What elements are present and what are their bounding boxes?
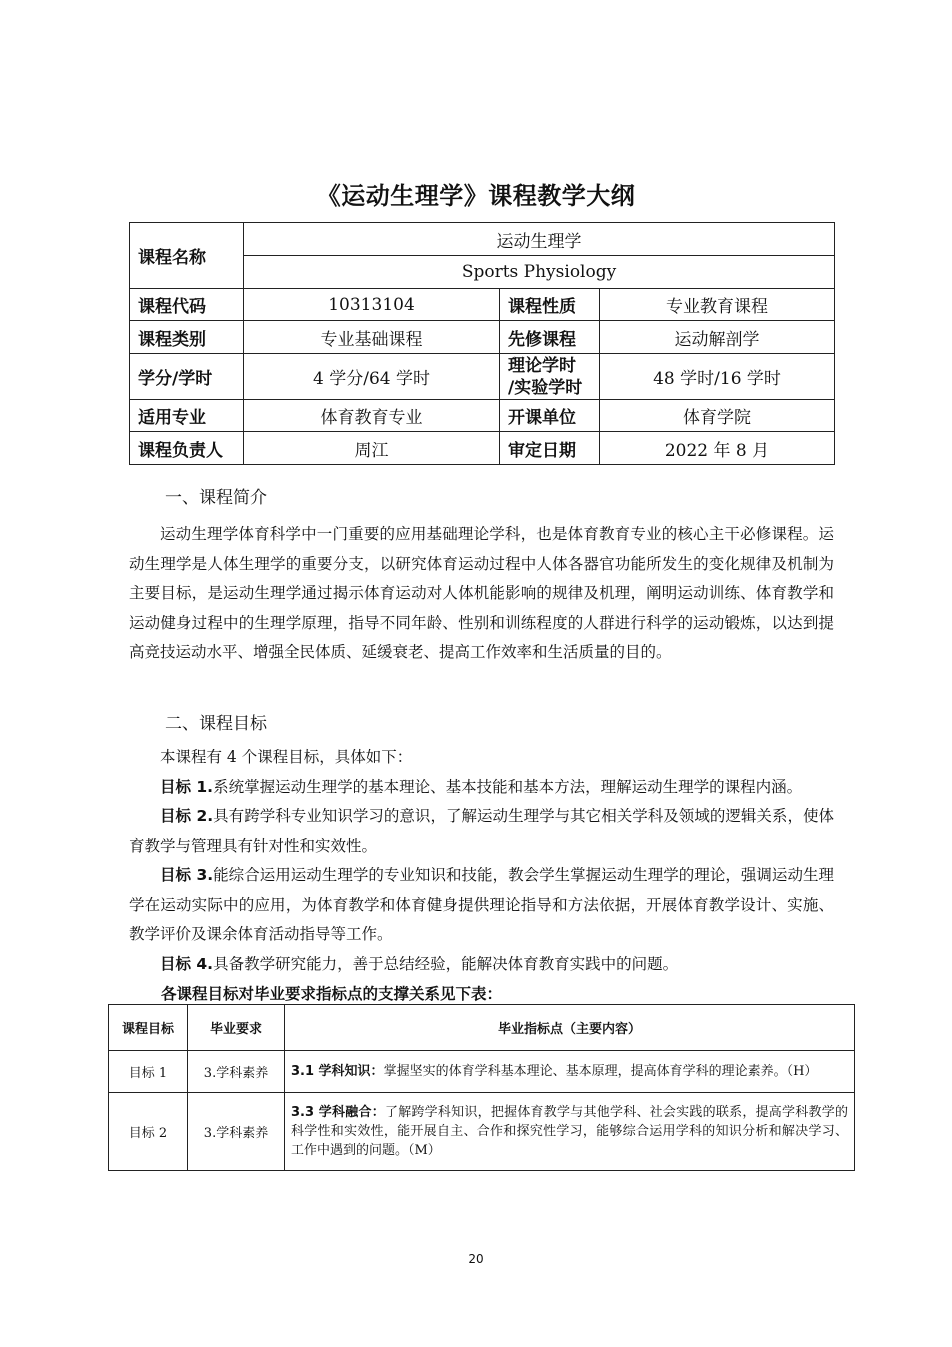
- major: 体育教育专业: [244, 400, 500, 432]
- goal-1-text: 系统掌握运动生理学的基本理论、基本技能和基本方法，理解运动生理学的课程内涵。: [213, 777, 803, 796]
- course-category: 专业基础课程: [244, 321, 500, 354]
- page-number: 20: [468, 1252, 484, 1266]
- page-title: 《运动生理学》课程教学大纲: [316, 182, 636, 210]
- unit-label: 开课单位: [500, 400, 600, 432]
- goal-3-text: 能综合运用运动生理学的专业知识和技能，教会学生掌握运动生理学的理论，强调运动生理学在运动实际中的应用，为体育教学和体育健身提供理论指导和方法依据，开展体育教学设计、实施、教学评价及课余体育活动指导等工作。: [129, 866, 834, 943]
- theory-label-line1: 理论学时: [508, 355, 576, 376]
- course-code-label: 课程代码: [130, 289, 244, 321]
- row-goal: 目标 2: [109, 1093, 188, 1171]
- header-indicator: 毕业指标点（主要内容）: [285, 1005, 855, 1051]
- section2-body: [129, 743, 834, 979]
- indicator-label: 3.3 学科融合：: [291, 1105, 385, 1120]
- table-row: [109, 1051, 855, 1093]
- header-requirement: 毕业要求: [188, 1005, 285, 1051]
- prereq: 运动解剖学: [600, 321, 835, 354]
- row-goal: 目标 1: [109, 1051, 188, 1093]
- course-name-label: 课程名称: [130, 223, 244, 289]
- indicator-label: 3.1 学科知识：: [291, 1064, 384, 1079]
- credit: 4 学分/64 学时: [244, 354, 500, 400]
- goal-2: [129, 802, 834, 861]
- date-label: 审定日期: [500, 432, 600, 465]
- course-info-table: [129, 222, 835, 465]
- goal-2-text: 具有跨学科专业知识学习的意识，了解运动生理学与其它相关学科及领域的逻辑关系，使体育教学与管理具有针对性和实效性。: [129, 807, 834, 855]
- goal-4: [129, 950, 834, 980]
- support-table: [108, 1004, 855, 1171]
- support-table-caption: 各课程目标对毕业要求指标点的支撑关系见下表：: [161, 985, 503, 1003]
- course-intro-paragraph: 运动生理学体育科学中一门重要的应用基础理论学科，也是体育教育专业的核心主干必修课程。运动生理学是人体生理学的重要分支，以研究体育运动过程中人体各器官功能所发生的变化规律及机制为主要目标，是运动生理学通过揭示体育运动对人体机能影响的规律及机理，阐明运动训练、体育教学和运动健身过程中的生理学原理，指导不同年龄、性别和训练程度的人群进行科学的运动锻炼，以达到提高竞技运动水平、增强全民体质、延缓衰老、提高工作效率和生活质量的目的。: [129, 525, 834, 661]
- goal-1: [129, 773, 834, 803]
- goals-intro: 本课程有 4 个课程目标，具体如下：: [160, 748, 413, 766]
- theory-hours: 48 学时/16 学时: [600, 354, 835, 400]
- owner: 周江: [244, 432, 500, 465]
- row-indicator: [285, 1051, 855, 1093]
- course-nature: 专业教育课程: [600, 289, 835, 321]
- table-row: [109, 1093, 855, 1171]
- course-category-label: 课程类别: [130, 321, 244, 354]
- goal-3-label: 目标 3.: [160, 866, 214, 884]
- theory-label: [500, 354, 600, 400]
- goal-3: [129, 861, 834, 950]
- theory-label-line2: /实验学时: [508, 377, 583, 398]
- course-nature-label: 课程性质: [500, 289, 600, 321]
- owner-label: 课程负责人: [130, 432, 244, 465]
- row-requirement: 3.学科素养: [188, 1051, 285, 1093]
- major-label: 适用专业: [130, 400, 244, 432]
- course-name-en: Sports Physiology: [244, 256, 835, 289]
- approval-date: 2022 年 8 月: [600, 432, 835, 465]
- goal-4-text: 具备教学研究能力，善于总结经验，能解决体育教育实践中的问题。: [213, 954, 679, 973]
- course-name-cn: 运动生理学: [244, 223, 835, 256]
- section1-body: [129, 520, 834, 668]
- goal-4-label: 目标 4.: [160, 954, 214, 973]
- section1-heading: 一、课程简介: [165, 488, 267, 508]
- indicator-text: 掌握坚实的体育学科基本理论、基本原理，提高体育学科的理论素养。（H）: [383, 1064, 818, 1079]
- credit-label: 学分/学时: [130, 354, 244, 400]
- header-goal: 课程目标: [109, 1005, 188, 1051]
- section2-heading: 二、课程目标: [165, 714, 267, 734]
- unit: 体育学院: [600, 400, 835, 432]
- goal-2-label: 目标 2.: [160, 807, 214, 825]
- indicator-text: 了解跨学科知识，把握体育教学与其他学科、社会实践的联系，提高学科教学的科学性和实效性，能开展自主、合作和探究性学习，能够综合运用学科的知识分析和解决学习、工作中遇到的问题。（M）: [291, 1105, 848, 1158]
- row-requirement: 3.学科素养: [188, 1093, 285, 1171]
- prereq-label: 先修课程: [500, 321, 600, 354]
- course-code: 10313104: [244, 289, 500, 321]
- goal-1-label: 目标 1.: [160, 777, 214, 796]
- row-indicator: [285, 1093, 855, 1171]
